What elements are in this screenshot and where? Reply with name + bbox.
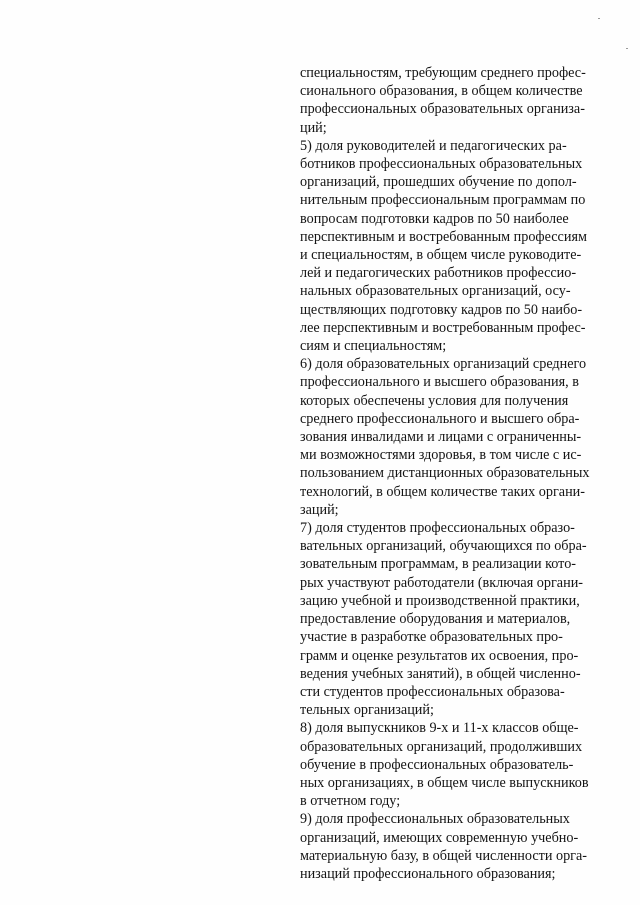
paragraph-item-9: 9) доля профессиональных образовательных организаций, имеющих современную учебно- материальную базу, в общей численности орга- низаций профессионального образования; [300, 811, 588, 882]
scan-speck [626, 48, 628, 49]
document-text-column [300, 64, 610, 883]
paragraph-item-5: 5) доля руководителей и педагогических ра- ботников профессиональных образовательных организаций, прошедших обучение по допол- нительным профессиональным программам по вопросам подготовки кадров по 50 наиболее перспективным и востребованным профессиям и специальностям, в общем числе руководите- лей и педагогических работников профессио- нальных образовательных организаций, осу- ществляющих подготовку кадров по 50 наибо- лее перспективным и востребованным профес- сиям и специальностям; [300, 137, 587, 355]
paragraph-continuation: специальностям, требующим среднего профес- сионального образования, в общем количестве профессиональных образовательных организа- ций; [300, 65, 586, 136]
scan-speck [598, 18, 600, 19]
paragraph-item-7: 7) доля студентов профессиональных образо- вательных организаций, обучающихся по обра- зовательным программам, в реализации кото- рых участвуют работодатели (включая органи- зацию учебной и производственной практики, предоставление оборудования и материалов, участие в разработке образовательных про- грамм и оценке результатов их освоения, про- ведения учебных занятий), в общей численно- сти студентов профессиональных образова- тельных организаций; [300, 520, 587, 719]
paragraph-item-8: 8) доля выпускников 9-х и 11-х классов обще- образовательных организаций, продолживших обучение в профессиональных образователь- ных организациях, в общем числе выпускников в отчетном году; [300, 720, 589, 810]
paragraph-item-6: 6) доля образовательных организаций среднего профессионального и высшего образования, в которых обеспечены условия для получения среднего профессионального и высшего обра- зования инвалидами и лицами с ограниченны- ми возможностями здоровья, в том числе с ис- пользованием дистанционных образовательных технологий, в общем количестве таких органи- заций; [300, 356, 590, 518]
